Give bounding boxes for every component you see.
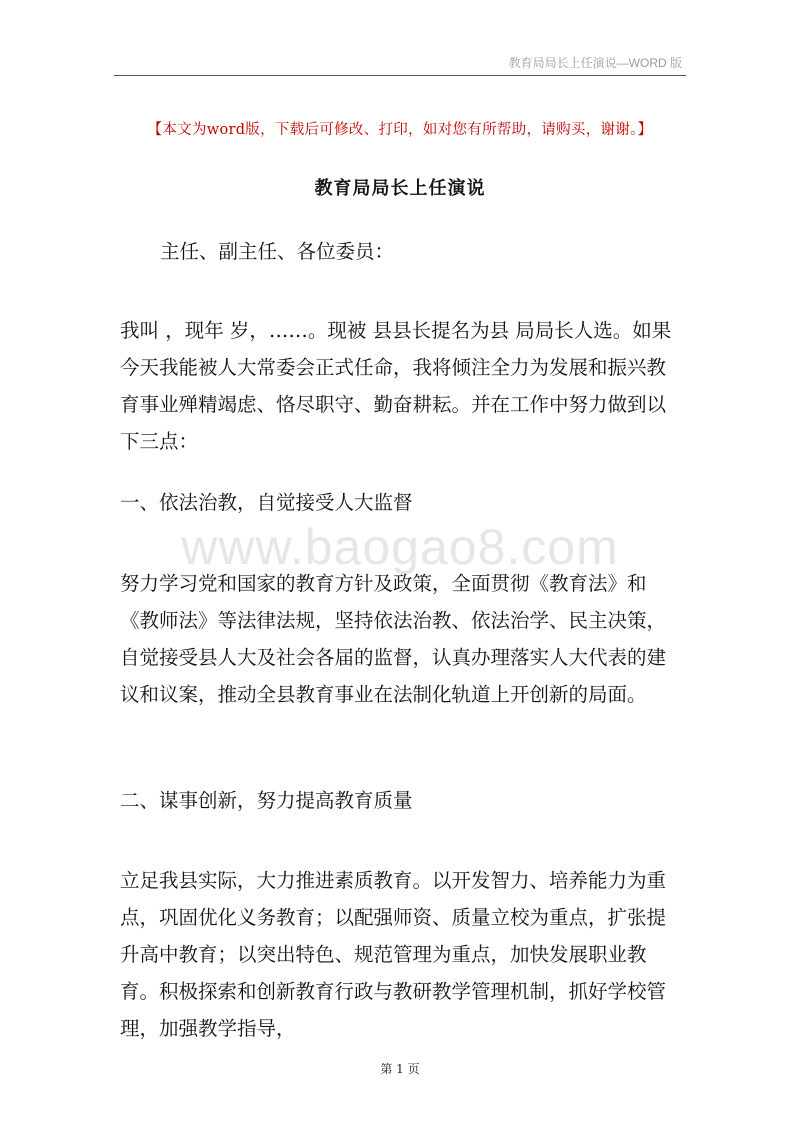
page-number: 第 1 页 (380, 1062, 420, 1076)
page-header-title: 教育局局长上任演说—WORD 版 (508, 56, 682, 70)
paragraph-quality: 立足我县实际，大力推进素质教育。以开发智力、培养能力为重点，巩固优化义务教育；以配强师资、质量立校为重点，扩张提升高中教育；以突出特色、规范管理为重点，加快发展职业教育。积极探索和创新教育行政与教研教学管理机制，抓好学校管理，加强教学指导， (120, 869, 667, 1040)
purchase-notice: 【本文为word版，下载后可修改、打印，如对您有所帮助，请购买，谢谢。】 (147, 122, 653, 138)
section-heading-2: 二、谋事创新，努力提高教育质量 (120, 789, 413, 812)
paragraph-law: 努力学习党和国家的教育方针及政策，全面贯彻《教育法》和《教师法》等法律法规，坚持依法治教、依法治学、民主决策，自觉接受县人大及社会各届的监督，认真办理落实人大代表的建议和议案，推动全县教育事业在法制化轨道上开创新的局面。 (120, 572, 667, 706)
section-heading-1: 一、依法治教，自觉接受人大监督 (120, 491, 413, 514)
header-divider (114, 75, 686, 76)
paragraph-introduction: 我叫 ，现年 岁，……。现被 县县长提名为县 局局长人选。如果今天我能被人大常委会正式任命，我将倾注全力为发展和振兴教育事业殚精竭虑、恪尽职守、勤奋耕耘。并在工作中努力做到以下三点： (120, 319, 672, 453)
salutation: 主任、副主任、各位委员： (160, 240, 395, 263)
document-title: 教育局局长上任演说 (314, 178, 486, 199)
watermark: www.baogao8.com (181, 519, 619, 575)
